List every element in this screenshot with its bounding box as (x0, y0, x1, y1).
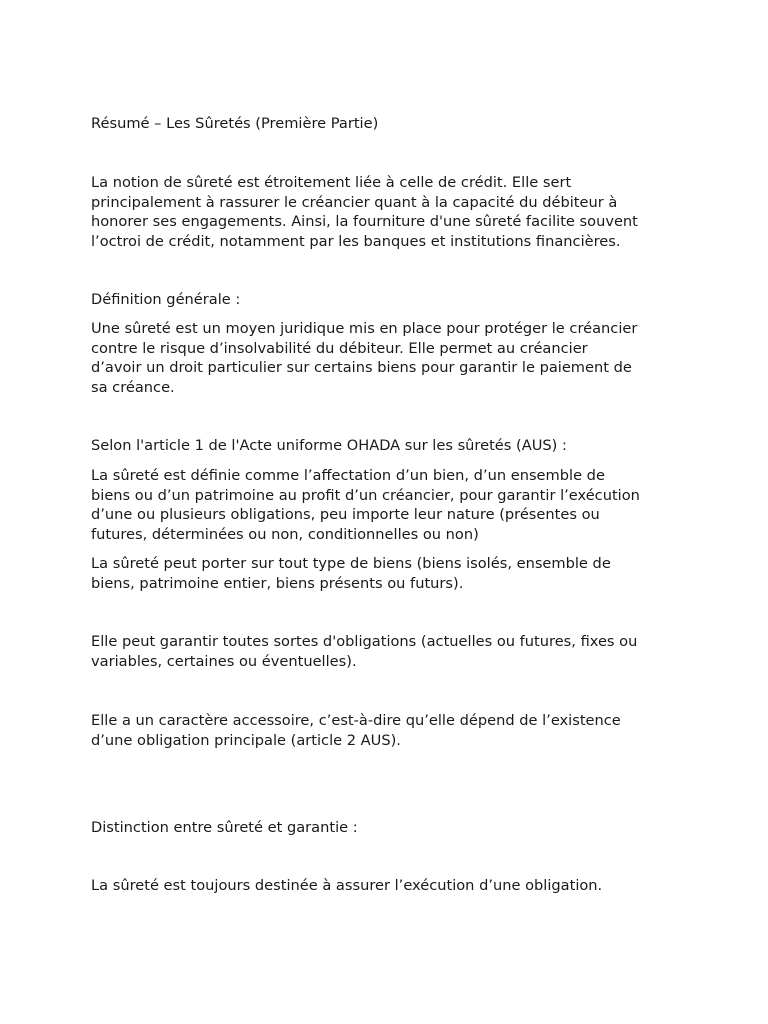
definition-heading: Définition générale : (91, 291, 241, 308)
definition-paragraph: Une sûreté est un moyen juridique mis en place pour protéger le créancier contre le risque d’insolvabilité du débiteur. Elle permet au créancier d’avoir un droit particulier sur certains biens pour garantir le paiement de sa créance. (91, 320, 638, 396)
article-paragraph: La sûreté est définie comme l’affectation d’un bien, d’un ensemble de biens ou d’un patrimoine au profit d’un créancier, pour garantir l’exécution d’une ou plusieurs obligations, peu importe leur nature (présentes ou futures, déterminées ou non, conditionnelles ou non) (91, 467, 640, 543)
document-title: Résumé – Les Sûretés (Première Partie) (91, 115, 379, 132)
distinction-paragraph: La sûreté est toujours destinée à assurer l’exécution d’une obligation. (91, 877, 603, 894)
article-heading: Selon l'article 1 de l'Acte uniforme OHADA sur les sûretés (AUS) : (91, 437, 567, 454)
biens-paragraph: La sûreté peut porter sur tout type de biens (biens isolés, ensemble de biens, patrimoine entier, biens présents ou futurs). (91, 555, 611, 592)
distinction-heading: Distinction entre sûreté et garantie : (91, 819, 358, 836)
accessoire-paragraph: Elle a un caractère accessoire, c’est-à-dire qu’elle dépend de l’existence d’une obligation principale (article 2 AUS). (91, 712, 621, 749)
intro-paragraph: La notion de sûreté est étroitement liée à celle de crédit. Elle sert principalement à rassurer le créancier quant à la capacité du débiteur à honorer ses engagements. Ainsi, la fourniture d'une sûreté facilite souvent l’octroi de crédit, notamment par les banques et institutions financières. (91, 174, 638, 250)
obligations-paragraph: Elle peut garantir toutes sortes d'obligations (actuelles ou futures, fixes ou variables, certaines ou éventuelles). (91, 633, 638, 670)
